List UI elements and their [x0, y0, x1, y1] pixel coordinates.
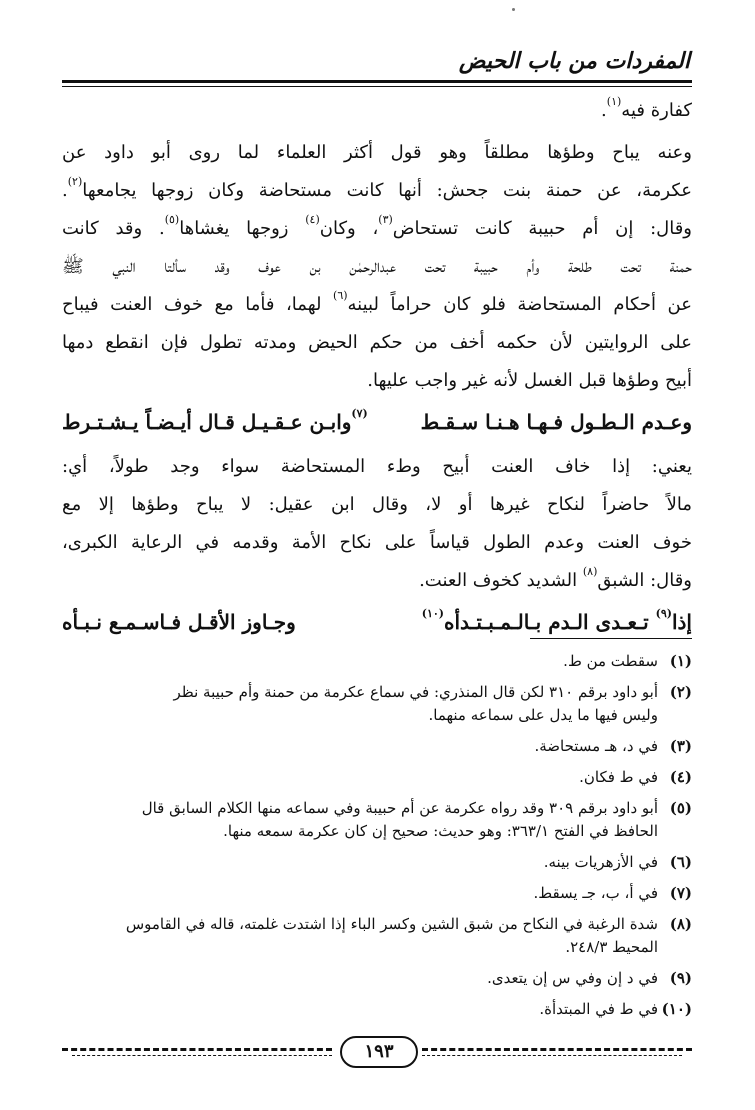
footnote: [62, 797, 692, 843]
footer-dash-rule-thin: [422, 1055, 682, 1056]
footnote-text: في ط في المبتدأة.: [539, 1000, 658, 1018]
header-rule-thin: [62, 86, 692, 87]
footnote-number: (٤): [669, 768, 692, 786]
text-line: وقال: إن أم حبيبة كانت تستحاض$^{(٣)}$، وكان$^{(٤)}$ زوجها يغشاها$^{(٥)}$. وقد كانت: [62, 213, 692, 239]
text-line: كفارة فيه$^{(١)}$.: [601, 95, 692, 121]
footnote-number: (١٠): [661, 1000, 692, 1018]
text-line: عكرمة، عن حمنة بنت جحش: أنها كانت مستحاضة وكان زوجها يجامعها$^{(٢)}$.: [62, 175, 692, 201]
text-line: أبيح وطؤها قبل الغسل لأنه غير واجب عليها.: [367, 370, 692, 391]
text-line: يعني: إذا خاف العنت أبيح وطء المستحاضة سواء وجد طولاً، أي:: [62, 456, 692, 477]
footnote-separator: [530, 638, 692, 639]
verse-line: [62, 400, 692, 448]
footnote: [62, 735, 692, 758]
footnote-text: أبو داود برقم ٣١٠ لكن قال المنذري: في سماع عكرمة من حمنة وأم حبيبة نظر وليس فيها ما يدل على سماعه منهما.: [173, 683, 658, 724]
verse-hemistich: $^{(٧)}$وابـن عـقـيـل قـال أيـضـاً يـشـتـرط: [62, 407, 368, 434]
footnote-number: (٥): [669, 799, 692, 817]
footnote: [62, 998, 692, 1021]
footnote-marker: (٧): [351, 407, 368, 421]
footnote: [62, 650, 692, 673]
footnote-marker: (٤): [305, 213, 320, 226]
footnote-text: في أ، ب، جـ يسقط.: [533, 884, 658, 902]
footnote-number: (٣): [669, 737, 692, 755]
text-line: مالاً حاضراً لنكاح غيرها أو لا، وقال ابن عقيل: لا يباح وطؤها إلا مع: [62, 494, 692, 515]
footnote: [62, 851, 692, 874]
footnote-text: في د، هـ مستحاضة.: [534, 737, 658, 755]
footnote-marker: (٦): [333, 289, 348, 302]
footnote-text: في د إن وفي س إن يتعدى.: [487, 969, 658, 987]
footnote-marker: (١): [606, 95, 622, 108]
footnote: [62, 913, 692, 959]
text-line: وقال: الشبق$^{(٨)}$ الشديد كخوف العنت.: [419, 565, 692, 591]
footnote-marker: (٣): [378, 213, 393, 226]
header-title: المفردات من باب الحيض: [458, 48, 690, 74]
verse-hemistich: وجـاوز الأقـل فـاسـمـع نـبـأه: [62, 610, 296, 634]
text-line: عن أحكام المستحاضة فلو كان حراماً لبينه$^{(٦)}$ لهما، فأما مع خوف العنت فيباح: [62, 289, 692, 315]
header-rule-thick: [62, 80, 692, 83]
footnote-text: في الأزهريات بينه.: [543, 853, 658, 871]
footnote-text: في ط فكان.: [579, 768, 658, 786]
verse-line: [62, 600, 692, 648]
footnote-number: (١): [669, 652, 692, 670]
footnote-marker: (٩): [655, 607, 672, 621]
footnote-marker: (١٠): [421, 607, 445, 621]
footer-dash-rule: [422, 1048, 692, 1051]
footnote-number: (٧): [669, 884, 692, 902]
verse-hemistich: وعـدم الـطـول فـهـا هـنـا سـقـط: [420, 410, 692, 434]
book-page: [62, 0, 692, 1110]
footnote-number: (٩): [669, 969, 692, 987]
footnote-text: سقطت من ط.: [563, 652, 658, 670]
text-line: خوف العنت وعدم الطول قياساً على نكاح الأمة وقدمه في الرعاية الكبرى،: [62, 532, 692, 553]
footnote-text: أبو داود برقم ٣٠٩ وقد رواه عكرمة عن أم حبيبة وفي سماعه منها الكلام السابق قال الحافظ في الفتح ٣٦٣/١: وهو حديث: صحيح إن كان عكرمة سمعه منها.: [141, 799, 658, 840]
running-header: [62, 44, 692, 80]
footer-dash-rule-thin: [72, 1055, 332, 1056]
page-footer: [62, 1036, 692, 1066]
footnote: [62, 967, 692, 990]
page-number: ١٩٣: [340, 1036, 418, 1068]
footnote-marker: (٥): [164, 213, 180, 226]
footnote-text: شدة الرغبة في النكاح من شبق الشين وكسر الباء إذا اشتدت غلمته، قاله في القاموس المحيط ٢٤٨/٣.: [125, 915, 658, 956]
footnote: [62, 766, 692, 789]
footer-dash-rule: [62, 1048, 332, 1051]
text-line: على الروايتين لأن حكمه أخف من حكم الحيض ومدته تطول فإن انقطع دمها: [62, 332, 692, 353]
footnote-number: (٨): [669, 915, 692, 933]
footnote-number: (٦): [669, 853, 692, 871]
footnote-marker: (٢): [67, 175, 83, 188]
main-text: [62, 92, 692, 648]
footnote: [62, 882, 692, 905]
footnote-number: (٢): [669, 683, 692, 701]
text-line: حمنة تحت طلحة وأم حبيبة تحت عبدالرحمٰن بن عوف وقد سألتا النبي ﷺ: [62, 256, 692, 277]
footnotes: [62, 650, 692, 1029]
verse-hemistich: إذا$^{(٩)}$ تـعـدى الـدم بـالـمـبـتـدأه$^{(١٠)}$: [421, 607, 692, 634]
footnote: [62, 681, 692, 727]
text-line: وعنه يباح وطؤها مطلقاً وهو قول أكثر العلماء لما روى أبو داود عن: [62, 142, 692, 163]
footnote-marker: (٨): [582, 565, 598, 578]
